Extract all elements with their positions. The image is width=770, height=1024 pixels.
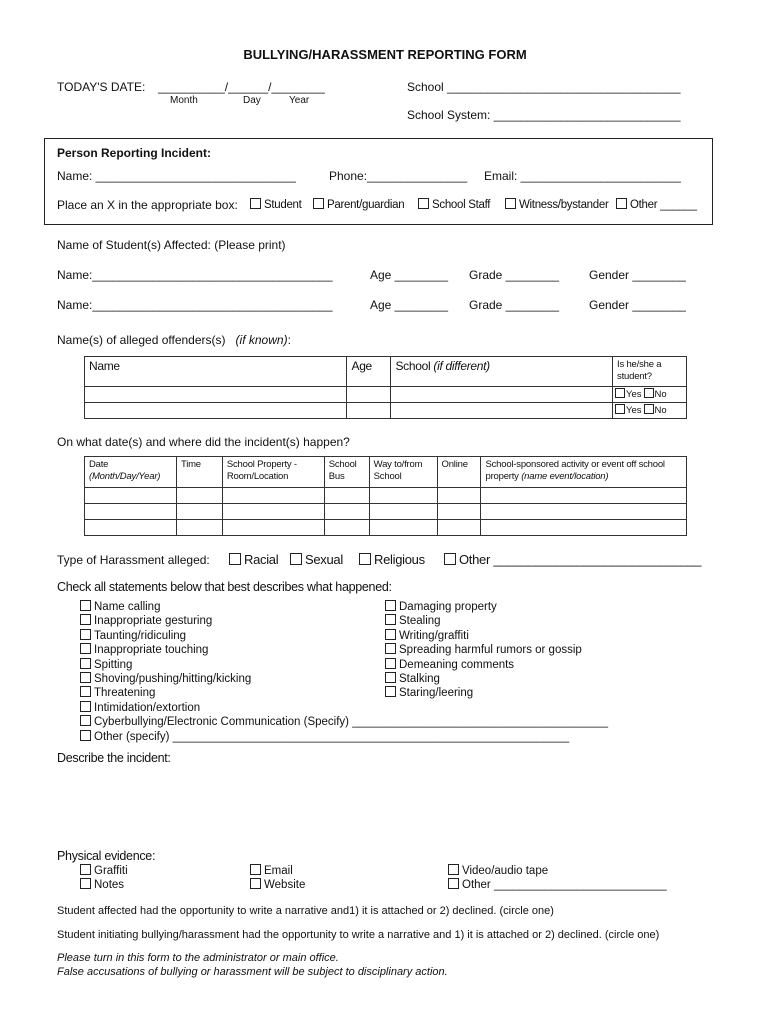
- statement-item[interactable]: Demeaning comments: [385, 658, 582, 672]
- occ-cell[interactable]: [437, 504, 481, 520]
- occ-cell[interactable]: [324, 520, 369, 536]
- occ-cell[interactable]: [176, 520, 222, 536]
- yes-checkbox[interactable]: [615, 404, 625, 414]
- occ-cell[interactable]: [85, 488, 177, 504]
- checkbox[interactable]: [80, 672, 91, 683]
- statement-cyber[interactable]: Cyberbullying/Electronic Communication (Specify) ________________________________________: [80, 715, 608, 729]
- affected-name-1[interactable]: Name:____________________________________: [57, 268, 333, 282]
- reporter-heading: Person Reporting Incident:: [57, 146, 212, 160]
- online-header: Online: [437, 457, 481, 488]
- affected-grade-2[interactable]: Grade ________: [469, 298, 560, 312]
- checkbox[interactable]: [80, 600, 91, 611]
- occ-cell[interactable]: [324, 488, 369, 504]
- checkbox[interactable]: [250, 878, 261, 889]
- statement-item[interactable]: Spitting: [80, 658, 608, 672]
- checkbox[interactable]: [385, 614, 396, 625]
- offender-age-cell-2[interactable]: [347, 403, 391, 419]
- occ-cell[interactable]: [222, 520, 324, 536]
- offender-school-cell-1[interactable]: [391, 387, 613, 403]
- offender-name-header: Name: [85, 357, 347, 387]
- occ-cell[interactable]: [176, 504, 222, 520]
- type-sexual[interactable]: Sexual: [290, 552, 343, 567]
- checkbox[interactable]: [80, 629, 91, 640]
- checkbox[interactable]: [448, 878, 459, 889]
- evidence-email[interactable]: Email: [250, 864, 305, 878]
- evidence-col-3: [448, 864, 667, 893]
- checkbox[interactable]: [385, 643, 396, 654]
- turn-in-note: Please turn in this form to the administrator or main office.: [57, 952, 339, 964]
- checkbox[interactable]: [80, 864, 91, 875]
- checkbox[interactable]: [448, 864, 459, 875]
- checkbox[interactable]: [313, 198, 324, 209]
- checkbox[interactable]: [229, 553, 241, 565]
- evidence-other[interactable]: Other ___________________________: [448, 878, 667, 892]
- offender-age-header: Age: [347, 357, 391, 387]
- role-staff[interactable]: School Staff: [418, 198, 490, 211]
- checkbox[interactable]: [80, 686, 91, 697]
- harassment-type-label: Type of Harassment alleged:: [57, 553, 210, 567]
- narrative-initiating: Student initiating bullying/harassment had the opportunity to write a narrative and 1) it is attached or 2) declined. (circle one): [57, 929, 660, 941]
- month-label: Month: [170, 95, 198, 106]
- school-system-field[interactable]: School System: ____________________________: [407, 108, 681, 122]
- sponsored-header: School-sponsored activity or event off school property (name event/location): [481, 457, 687, 488]
- checkbox[interactable]: [385, 629, 396, 640]
- checkbox[interactable]: [616, 198, 627, 209]
- role-witness[interactable]: Witness/bystander: [505, 198, 609, 211]
- property-header: School Property - Room/Location: [222, 457, 324, 488]
- occ-cell[interactable]: [324, 504, 369, 520]
- no-checkbox[interactable]: [644, 404, 654, 414]
- occ-cell[interactable]: [85, 520, 177, 536]
- type-other[interactable]: Other ______________________________: [444, 552, 701, 567]
- occ-cell[interactable]: [176, 488, 222, 504]
- type-religious[interactable]: Religious: [359, 552, 425, 567]
- reporter-name-field[interactable]: Name: ______________________________: [57, 169, 296, 183]
- occ-cell[interactable]: [481, 520, 687, 536]
- checkbox[interactable]: [385, 600, 396, 611]
- checkbox[interactable]: [80, 730, 91, 741]
- student-question-header: Is he/she a student?: [613, 357, 687, 387]
- offender-name-cell-1[interactable]: [85, 387, 347, 403]
- checkbox[interactable]: [444, 553, 456, 565]
- offenders-table: [84, 356, 687, 419]
- checkbox[interactable]: [80, 701, 91, 712]
- narrative-affected: Student affected had the opportunity to write a narrative and1) it is attached or 2) declined. (circle one): [57, 905, 554, 917]
- reporter-email-field[interactable]: Email: ________________________: [484, 169, 681, 183]
- statement-item[interactable]: Name calling: [80, 600, 608, 614]
- statement-item[interactable]: Stalking: [385, 672, 582, 686]
- time-header: Time: [176, 457, 222, 488]
- checkbox[interactable]: [418, 198, 429, 209]
- statement-item[interactable]: Stealing: [385, 614, 582, 628]
- statements-heading: Check all statements below that best describes what happened:: [57, 580, 392, 594]
- affected-heading: Name of Student(s) Affected: (Please print): [57, 238, 286, 252]
- statements-right-list: [385, 600, 582, 701]
- affected-name-2[interactable]: Name:____________________________________: [57, 298, 333, 312]
- affected-grade-1[interactable]: Grade ________: [469, 268, 560, 282]
- occ-cell[interactable]: [222, 504, 324, 520]
- offenders-heading: Name(s) of alleged offenders(s) (if known):: [57, 333, 291, 347]
- year-label: Year: [289, 95, 310, 106]
- offender-school-cell-2[interactable]: [391, 403, 613, 419]
- statement-item[interactable]: Damaging property: [385, 600, 582, 614]
- offender-student-cell-1: Yes No: [613, 387, 687, 403]
- day-label: Day: [243, 95, 261, 106]
- yes-checkbox[interactable]: [615, 388, 625, 398]
- way-header: Way to/from School: [369, 457, 437, 488]
- reporter-phone-field[interactable]: Phone:_______________: [329, 169, 468, 183]
- role-student[interactable]: Student: [250, 198, 302, 211]
- statement-item[interactable]: Inappropriate touching: [80, 643, 608, 657]
- offender-name-cell-2[interactable]: [85, 403, 347, 419]
- place-x-label: Place an X in the appropriate box:: [57, 198, 238, 212]
- checkbox[interactable]: [80, 658, 91, 669]
- occ-cell[interactable]: [481, 504, 687, 520]
- occ-cell[interactable]: [437, 488, 481, 504]
- school-field[interactable]: School ___________________________________: [407, 80, 681, 94]
- date-header: Date (Month/Day/Year): [85, 457, 177, 488]
- offender-age-cell-1[interactable]: [347, 387, 391, 403]
- occ-cell[interactable]: [437, 520, 481, 536]
- role-other[interactable]: Other ______: [616, 198, 697, 211]
- checkbox[interactable]: [250, 198, 261, 209]
- todays-date-label: TODAY'S DATE:: [57, 80, 146, 94]
- todays-date-field[interactable]: __________/______/________: [158, 80, 325, 94]
- describe-area[interactable]: [57, 768, 713, 846]
- offender-student-cell-2: Yes No: [613, 403, 687, 419]
- no-checkbox[interactable]: [644, 388, 654, 398]
- statement-other[interactable]: Other (specify) ______________________________________________________________: [80, 730, 608, 744]
- occ-cell[interactable]: [369, 504, 437, 520]
- checkbox[interactable]: [385, 658, 396, 669]
- statement-item[interactable]: Intimidation/extortion: [80, 701, 608, 715]
- statement-item[interactable]: Threatening: [80, 686, 608, 700]
- statement-item[interactable]: Inappropriate gesturing: [80, 614, 608, 628]
- type-racial[interactable]: Racial: [229, 552, 278, 567]
- checkbox[interactable]: [80, 643, 91, 654]
- describe-label: Describe the incident:: [57, 751, 171, 765]
- evidence-website[interactable]: Website: [250, 878, 305, 892]
- occ-cell[interactable]: [85, 504, 177, 520]
- bus-header: School Bus: [324, 457, 369, 488]
- checkbox[interactable]: [359, 553, 371, 565]
- false-accusation-note: False accusations of bullying or harassment will be subject to disciplinary action.: [57, 966, 448, 978]
- statement-item[interactable]: Writing/graffiti: [385, 629, 582, 643]
- occurrence-heading: On what date(s) and where did the incident(s) happen?: [57, 435, 350, 449]
- occ-cell[interactable]: [369, 488, 437, 504]
- occ-cell[interactable]: [222, 488, 324, 504]
- role-parent[interactable]: Parent/guardian: [313, 198, 404, 211]
- statement-item[interactable]: Staring/leering: [385, 686, 582, 700]
- checkbox[interactable]: [505, 198, 516, 209]
- affected-gender-2[interactable]: Gender ________: [589, 298, 686, 312]
- checkbox[interactable]: [385, 686, 396, 697]
- checkbox[interactable]: [250, 864, 261, 875]
- evidence-graffiti[interactable]: Graffiti: [80, 864, 128, 878]
- checkbox[interactable]: [80, 614, 91, 625]
- evidence-col-2: [250, 864, 305, 893]
- evidence-heading: Physical evidence:: [57, 849, 156, 863]
- evidence-notes[interactable]: Notes: [80, 878, 128, 892]
- statement-item[interactable]: Taunting/ridiculing: [80, 629, 608, 643]
- evidence-video[interactable]: Video/audio tape: [448, 864, 667, 878]
- occurrence-table: [84, 456, 687, 536]
- checkbox[interactable]: [80, 878, 91, 889]
- affected-age-1[interactable]: Age ________: [370, 268, 449, 282]
- checkbox[interactable]: [290, 553, 302, 565]
- form-title: BULLYING/HARASSMENT REPORTING FORM: [243, 47, 527, 62]
- affected-age-2[interactable]: Age ________: [370, 298, 449, 312]
- offender-school-header: School (if different): [391, 357, 613, 387]
- evidence-col-1: [80, 864, 128, 893]
- occ-cell[interactable]: [481, 488, 687, 504]
- statement-item[interactable]: Shoving/pushing/hitting/kicking: [80, 672, 608, 686]
- statement-item[interactable]: Spreading harmful rumors or gossip: [385, 643, 582, 657]
- affected-gender-1[interactable]: Gender ________: [589, 268, 686, 282]
- occ-cell[interactable]: [369, 520, 437, 536]
- checkbox[interactable]: [385, 672, 396, 683]
- checkbox[interactable]: [80, 715, 91, 726]
